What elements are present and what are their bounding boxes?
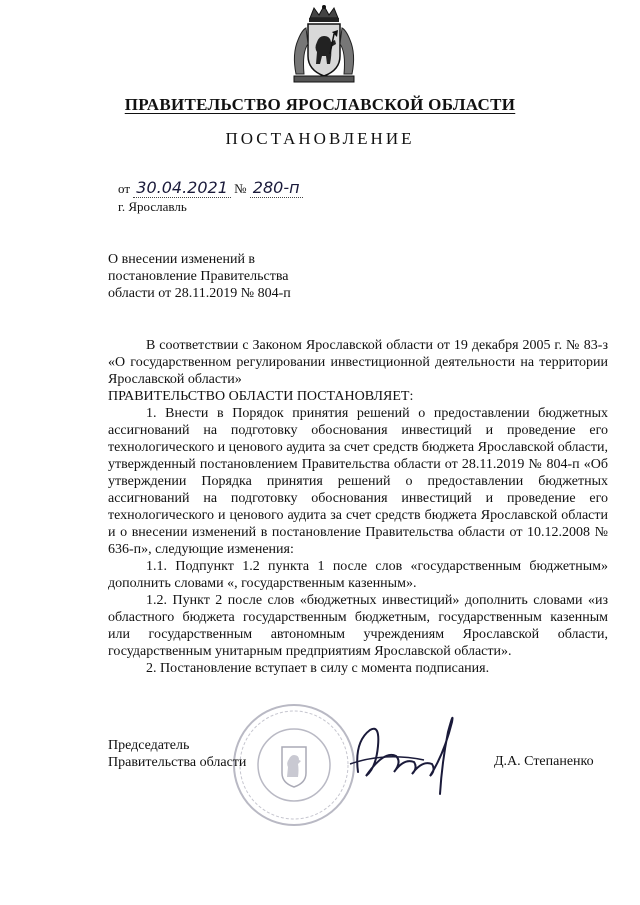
signer-name: Д.А. Степаненко [494,754,594,769]
item-1-2-paragraph: 1.2. Пункт 2 после слов «бюджетных инвестиций» дополнить словами «из областного бюджета государственным бюджетным, государственным казенным или государственным автономным учреждениям Ярославской области, государственным унитарным предприятиям Ярославской области». [108,593,608,659]
item-2-paragraph: 2. Постановление вступает в силу с момента подписания. [146,661,490,676]
item-1-paragraph: 1. Внести в Порядок принятия решений о предоставлении бюджетных ассигнований на подготовку обоснования инвестиций и проведение его технологического и ценового аудита за счет средств бюджета Ярославской области, утвержденный постановлением Правительства области от 28.11.2019 № 804-п «Об утверждении Порядка принятия решений о предоставлении бюджетных ассигнований на подготовку обоснования инвестиций и проведение его технологического и ценового аудита за счет средств бюджета Ярославской области и о внесении изменений в постановление Правительства области от 10.12.2008 № 636-п», следующие изменения: [108,406,608,557]
document-body [108,337,608,677]
document-date: 30.04.2021 [133,178,231,198]
subject-line: области от 28.11.2019 № 804-п [108,286,291,301]
preamble-paragraph: В соответствии с Законом Ярославской области от 19 декабря 2005 г. № 83-з «О государственном регулировании инвестиционной деятельности на территории Ярославской области» [108,338,608,387]
government-title: ПРАВИТЕЛЬСТВО ЯРОСЛАВСКОЙ ОБЛАСТИ [124,95,516,114]
date-from-label: от [118,181,131,196]
coat-of-arms-icon [286,4,362,88]
resolution-heading: ПРАВИТЕЛЬСТВО ОБЛАСТИ ПОСТАНОВЛЯЕТ: [108,389,414,404]
document-number: 280-п [250,178,303,198]
subject-line: О внесении изменений в [108,252,256,267]
item-1-1-paragraph: 1.1. Подпункт 1.2 пункта 1 после слов «государственным бюджетным» дополнить словами «, государственным казенным». [108,559,608,591]
document-subject [108,251,291,302]
document-type: ПОСТАНОВЛЕНИЕ [225,129,415,148]
issue-city: г. Ярославль [118,199,187,214]
signer-position-line: Председатель [108,738,190,753]
signer-position-line: Правительства области [108,755,247,770]
handwritten-signature-icon [344,702,470,800]
subject-line: постановление Правительства [108,269,289,284]
number-label: № [234,181,247,196]
dateline [118,178,303,197]
signer-position [108,737,246,771]
official-seal-icon [232,703,356,827]
